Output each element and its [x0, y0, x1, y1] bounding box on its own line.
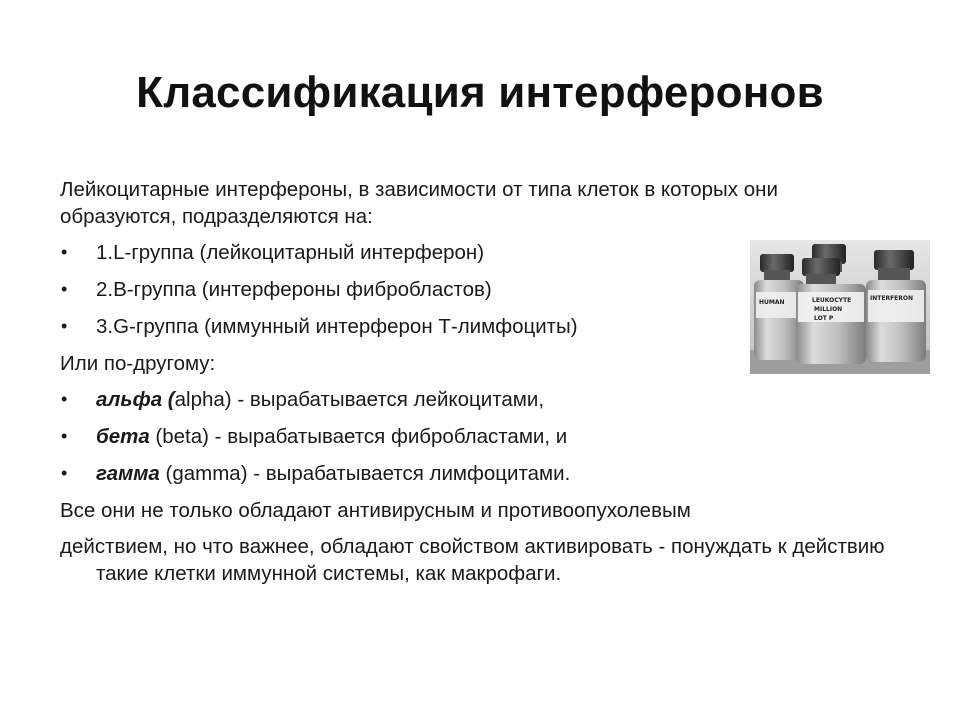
vial-middle-label-2: MILLION [814, 306, 843, 313]
list-item-alpha [60, 386, 920, 413]
vial-right-label: INTERFERON [870, 295, 914, 302]
type-name: гамма [96, 462, 160, 485]
type-description: (gamma) - вырабатывается лимфоцитами. [159, 462, 571, 485]
type-name: бета [96, 425, 150, 448]
bullet-icon: • [61, 242, 68, 262]
type-description: (beta) - вырабатывается фибробластами, и [149, 425, 568, 448]
bullet-icon: • [61, 279, 68, 299]
bullet-icon: • [61, 463, 68, 483]
bullet-icon: • [61, 426, 68, 446]
closing-line-1: Все они не только обладают антивирусным и противоопухолевым [60, 499, 691, 522]
list-item-gamma [60, 460, 920, 487]
bullet-icon: • [61, 389, 68, 409]
vial-left-label: HUMAN [759, 299, 785, 306]
slide-body [60, 176, 920, 587]
list-item-text: 2.B-группа (интерфероны фибробластов) [96, 278, 492, 301]
vial-middle-label-1: LEUKOCYTE [812, 297, 852, 304]
interferon-vials-photo [750, 240, 930, 374]
list-item-text: 1.L-группа (лейкоцитарный интерферон) [96, 241, 485, 264]
intro-paragraph: Лейкоцитарные интерфероны, в зависимости от типа клеток в которых они образуются, подразделяются на: [60, 178, 778, 228]
vials-illustration [750, 240, 930, 374]
bullet-icon: • [61, 316, 68, 336]
vial-middle-label-3: LOT P [814, 315, 834, 322]
type-name: альфа ( [96, 388, 175, 411]
closing-line-2: действием, но что важнее, обладают свойством активировать - понуждать к действию такие клетки иммунной системы, как макрофаги. [60, 535, 885, 585]
alt-heading: Или по-другому: [60, 352, 216, 375]
list-item-beta [60, 423, 920, 450]
list-item-text: 3.G-группа (иммунный интерферон Т-лимфоциты) [96, 315, 578, 338]
type-description: alpha) - вырабатывается лейкоцитами, [174, 388, 545, 411]
slide-title: Классификация интерферонов [136, 68, 824, 117]
